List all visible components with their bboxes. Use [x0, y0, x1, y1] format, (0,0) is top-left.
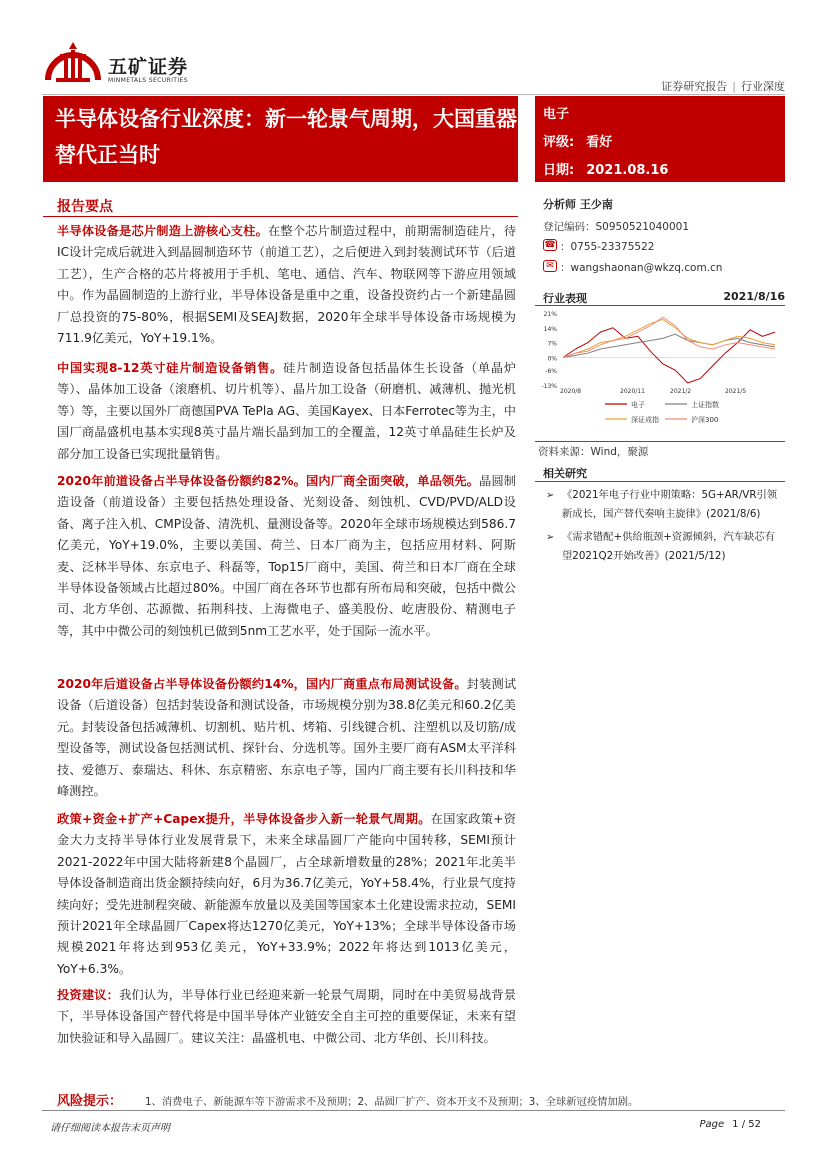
paragraph-text: 硅片制造设备包括晶体生长设备（单晶炉等）、晶体加工设备（滚磨机、切片机等）、晶片加工设备（研磨机、减薄机、抛光机等）等，主要以国外厂商德国PVA TePla AG、美国Kayex、日本Ferrotec等为主，中国厂商晶盛机电基本实现8英寸晶片端长晶到加工的全覆盖，12英寸单晶硅生长炉及部分加工设备已实现批量销售。 — [57, 361, 517, 461]
x-tick-label: 2021/5 — [725, 388, 747, 395]
disclaimer-notice: 请仔细阅读本报告末页声明 — [50, 1123, 170, 1134]
rating-label: 评级: — [543, 135, 575, 150]
risk-label: 风险提示： — [57, 1094, 123, 1109]
separator: | — [732, 80, 736, 93]
legend-label: 上证指数 — [691, 401, 719, 409]
paragraph-text: 封装测试设备（后道设备）包括封装设备和测试设备，市场规模分别为38.8亿美元和60.2亿美元。封装设备包括减薄机、切割机、贴片机、烤箱、引线键合机、注塑机以及切筋/成型设备等，测试设备包括测试机、探针台、分选机等。国外主要厂商有ASM太平洋科技、爱德万、泰瑞达、科休、东京精密、东京电子等，国内厂商主要有长川科技和华峰测控。 — [57, 677, 517, 799]
paragraph-highlight: 2020年前道设备占半导体设备份额约82%。国内厂商全面突破，单品领先。 — [57, 474, 480, 488]
key-points-divider — [43, 216, 518, 217]
series-line-深证成指 — [563, 319, 775, 357]
legend-label: 深证成指 — [631, 416, 659, 424]
related-divider — [535, 481, 785, 482]
brand-name: 五矿证券 — [108, 56, 189, 78]
y-tick-label: -6% — [545, 368, 557, 376]
key-points-heading: 报告要点 — [57, 199, 113, 215]
key-point-paragraph — [57, 221, 516, 349]
analyst-cert: 登记编码：S0950521040001 — [543, 221, 690, 233]
related-research-text: 《2021年电子行业中期策略：5G+AR/VR引领新成长，国产替代奏响主旋律》(2021/8/6) — [562, 489, 778, 520]
paragraph-text: 在整个芯片制造过程中，前期需制造硅片，待IC设计完成后就进入到晶圆制造环节（前道工艺），之后便进入到封装测试环节（后道工艺），生产合格的芯片将被用于手机、笔电、通信、汽车、物联网等下游应用领域中。作为晶圆制造的上游行业，半导体设备是重中之重，设备投资约占一个新建晶圆厂总投资的75-80%，根据SEMI及SEAJ数据，2020年全球半导体设备市场规模为711.9亿美元，YoY+19.1%。 — [57, 224, 517, 346]
rating-row — [543, 131, 612, 150]
paragraph-highlight: 半导体设备是芯片制造上游核心支柱。 — [57, 224, 268, 238]
report-type-label: 证券研究报告 — [661, 80, 728, 93]
phone-icon: ☎ — [544, 240, 556, 250]
chart-divider — [535, 441, 785, 442]
performance-title: 行业表现 — [543, 292, 587, 305]
rating-value: 看好 — [586, 135, 613, 150]
paragraph-text: 晶圆制造设备（前道设备）主要包括热处理设备、光刻设备、刻蚀机、CVD/PVD/ALD设备、离子注入机、CMP设备、清洗机、量测设备等。2020年全球市场规模达到586.7亿美元，YoY+19.0%，主要以美国、荷兰、日本厂商为主，包括应用材料、阿斯麦、泛林半导体、东京电子、科磊等，Top15厂商中，美国、荷兰和日本厂商在全球半导体设备领域占比超过80%。中国厂商在各环节也都有所布局和突破，包括中微公司、北方华创、芯源微、拓荆科技、上海微电子、盛美股份、屹唐股份、精测电子等，其中中微公司的刻蚀机已做到5nm工艺水平，处于国际一流水平。 — [57, 474, 516, 638]
email-icon: ✉ — [543, 260, 557, 272]
paragraph-highlight: 2020年后道设备占半导体设备份额约14%，国内厂商重点布局测试设备。 — [57, 677, 467, 691]
related-research-item[interactable] — [546, 486, 784, 524]
page-number — [700, 1119, 762, 1130]
arrow-icon: ➢ — [546, 490, 555, 501]
paragraph-highlight: 中国实现8-12英寸硅片制造设备销售。 — [57, 361, 284, 375]
related-research-heading: 相关研究 — [543, 467, 587, 480]
header-divider — [42, 94, 785, 95]
key-point-paragraph — [57, 985, 516, 1049]
y-tick-label: 14% — [543, 325, 557, 333]
performance-date: 2021/8/16 — [723, 290, 785, 303]
y-tick-label: 21% — [543, 311, 557, 318]
date-label: 日期: — [543, 163, 575, 178]
page-label: Page — [699, 1119, 725, 1130]
related-research-item[interactable] — [546, 528, 784, 566]
paragraph-highlight: 政策+资金+扩产+Capex提升，半导体设备步入新一轮景气周期。 — [57, 812, 431, 826]
footer-divider — [42, 1110, 785, 1111]
related-research-text: 《需求错配+供给瓶颈+资源倾斜，汽车缺芯有望2021Q2开始改善》(2021/5/12) — [562, 531, 775, 562]
analyst-phone: ：0755-23375522 — [560, 241, 655, 253]
sector-label: 电子 — [543, 107, 570, 122]
report-subtype-label: 行业深度 — [741, 80, 785, 93]
key-point-paragraph — [57, 809, 516, 980]
paragraph-highlight: 投资建议： — [57, 988, 120, 1002]
y-tick-label: 0% — [547, 355, 557, 363]
legend-label: 沪深300 — [691, 416, 719, 424]
key-point-paragraph — [57, 358, 516, 465]
key-point-paragraph — [57, 471, 516, 642]
brand-english-name: MINMETALS SECURITIES — [108, 77, 188, 84]
key-point-paragraph — [57, 674, 516, 802]
page-count: 1 / 52 — [732, 1119, 761, 1130]
y-tick-label: -13% — [541, 383, 557, 390]
report-title: 半导体设备行业深度：新一轮景气周期，大国重器替代正当时 — [55, 107, 517, 167]
chart-source: 资料来源：Wind，聚源 — [538, 446, 649, 458]
x-tick-label: 2020/8 — [560, 388, 582, 395]
paragraph-text: 我们认为，半导体行业已经迎来新一轮景气周期，同时在中美贸易战背景下，半导体设备国产替代将是中国半导体产业链安全自主可控的重要保证，未来有望加快验证和导入晶圆厂。建议关注：晶盛机电、中微公司、北方华创、长川科技。 — [57, 988, 517, 1045]
analyst-email[interactable]: ：wangshaonan@wkzq.com.cn — [560, 262, 723, 274]
x-tick-label: 2021/2 — [670, 388, 692, 395]
arrow-icon: ➢ — [546, 532, 555, 543]
performance-chart — [535, 305, 785, 435]
date-row — [543, 159, 668, 178]
paragraph-text: 在国家政策+资金大力支持半导体行业发展背景下，未来全球晶圆厂产能向中国转移，SEMI预计2021-2022年中国大陆将新建8个晶圆厂，占全球新增数量的28%；2021年北美半导体设备制造商出货金额持续向好，6月为36.7亿美元，YoY+58.4%，行业景气度持续向好；受先进制程突破、新能源车放量以及美国等国家本土化建设需求拉动，SEMI预计2021年全球晶圆厂Capex将达1270亿美元，YoY+13%；全球半导体设备市场规模2021年将达到953亿美元，YoY+33.9%；2022年将达到1013亿美元，YoY+6.3%。 — [57, 812, 516, 976]
legend-label: 电子 — [631, 401, 645, 409]
date-value: 2021.08.16 — [586, 163, 669, 178]
report-type — [661, 78, 785, 94]
risk-text: 1、消费电子、新能源车等下游需求不及预期；2、晶圆厂扩产、资本开支不及预期；3、全球新冠疫情加剧。 — [145, 1096, 639, 1108]
y-tick-label: 7% — [547, 340, 557, 348]
x-tick-label: 2020/11 — [620, 388, 645, 395]
company-logo — [44, 40, 102, 86]
analyst-name: 分析师 王少南 — [543, 198, 613, 211]
